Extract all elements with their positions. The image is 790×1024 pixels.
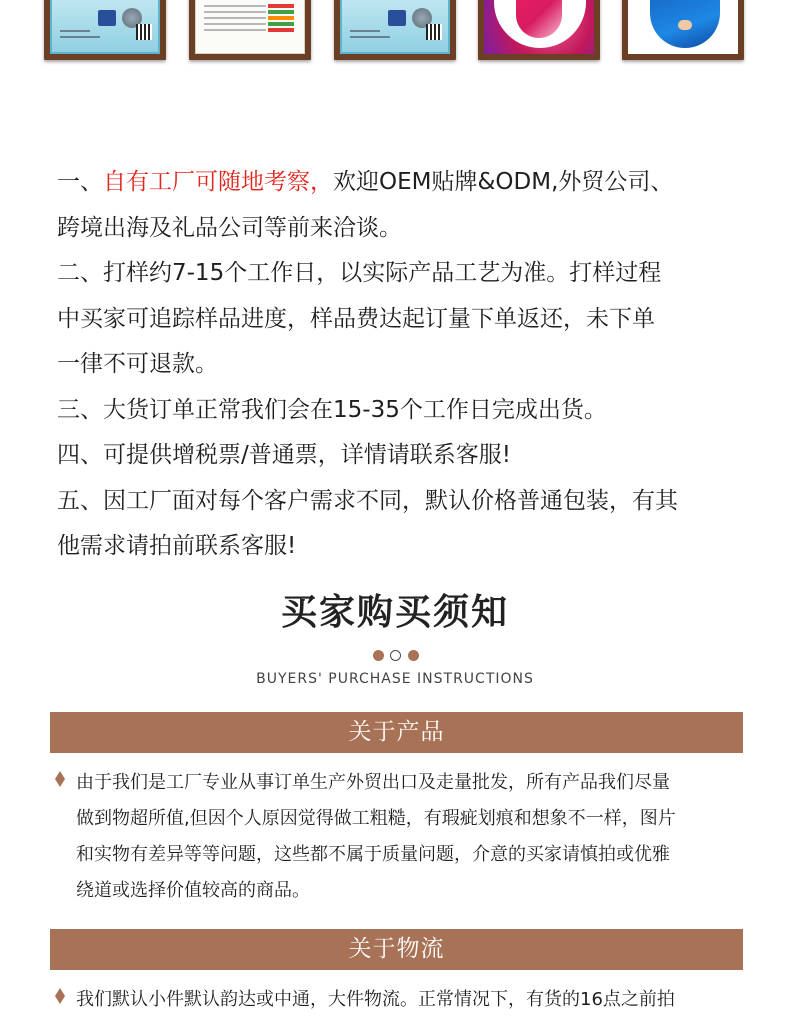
notice-line: 一律不可退款。 xyxy=(57,351,218,377)
body-line: 绕道或选择价值较高的商品。 xyxy=(76,880,310,901)
body-line: 做到物超所值,但因个人原因觉得做工粗糙，有瑕疵划痕和想象不一样，图片 xyxy=(76,808,676,829)
cert-logo-icon xyxy=(388,10,406,26)
body-line: 由于我们是工厂专业从事订单生产外贸出口及走量批发，所有产品我们尽量 xyxy=(76,772,670,793)
factory-notice xyxy=(57,160,757,570)
diamond-bullet-icon xyxy=(55,988,65,1004)
section-title: 买家购买须知 xyxy=(280,592,509,633)
section-bar-product: 关于产品 xyxy=(50,712,743,753)
notice-line: 四、可提供增税票/普通票，详情请联系客服! xyxy=(57,442,511,468)
dot-icon xyxy=(390,650,401,661)
photo-frame-1 xyxy=(478,0,600,60)
notice-line: 五、因工厂面对每个客户需求不同，默认价格普通包装，有其 xyxy=(57,487,678,514)
title-divider-dots xyxy=(373,650,419,662)
dot-icon xyxy=(373,650,384,661)
notice-line: 中买家可追踪样品进度，样品费达起订量下单返还，未下单 xyxy=(57,305,655,332)
body-line: 我们默认小件默认韵达或中通，大件物流。正常情况下，有货的16点之前拍 xyxy=(76,989,675,1010)
certificate-frame-1 xyxy=(44,0,166,60)
qr-code-icon xyxy=(136,24,152,40)
dot-icon xyxy=(408,650,419,661)
certificate-frame-2 xyxy=(189,0,311,60)
qr-code-icon xyxy=(426,24,442,40)
notice-line: 二、打样约7-15个工作日，以实际产品工艺为准。打样过程 xyxy=(57,260,662,286)
diamond-bullet-icon xyxy=(55,771,65,787)
notice-line: 跨境出海及礼品公司等前来洽谈。 xyxy=(57,214,402,241)
notice-line: 一、自有工厂可随地考察，欢迎OEM贴牌&ODM,外贸公司、 xyxy=(57,169,674,195)
body-line: 和实物有差异等等问题，这些都不属于质量问题，介意的买家请慎拍或优雅 xyxy=(76,844,670,865)
notice-line: 他需求请拍前联系客服! xyxy=(57,533,297,559)
cert-logo-icon xyxy=(98,10,116,26)
certificate-frame-3 xyxy=(334,0,456,60)
notice-line: 三、大货订单正常我们会在15-35个工作日完成出货。 xyxy=(57,396,607,423)
photo-frame-2 xyxy=(622,0,744,60)
section-bar-logistics: 关于物流 xyxy=(50,929,743,970)
section-subtitle: BUYERS' PURCHASE INSTRUCTIONS xyxy=(256,671,534,687)
certificate-gallery xyxy=(0,0,790,62)
notice-highlight: 自有工厂可随地考察， xyxy=(103,169,333,195)
